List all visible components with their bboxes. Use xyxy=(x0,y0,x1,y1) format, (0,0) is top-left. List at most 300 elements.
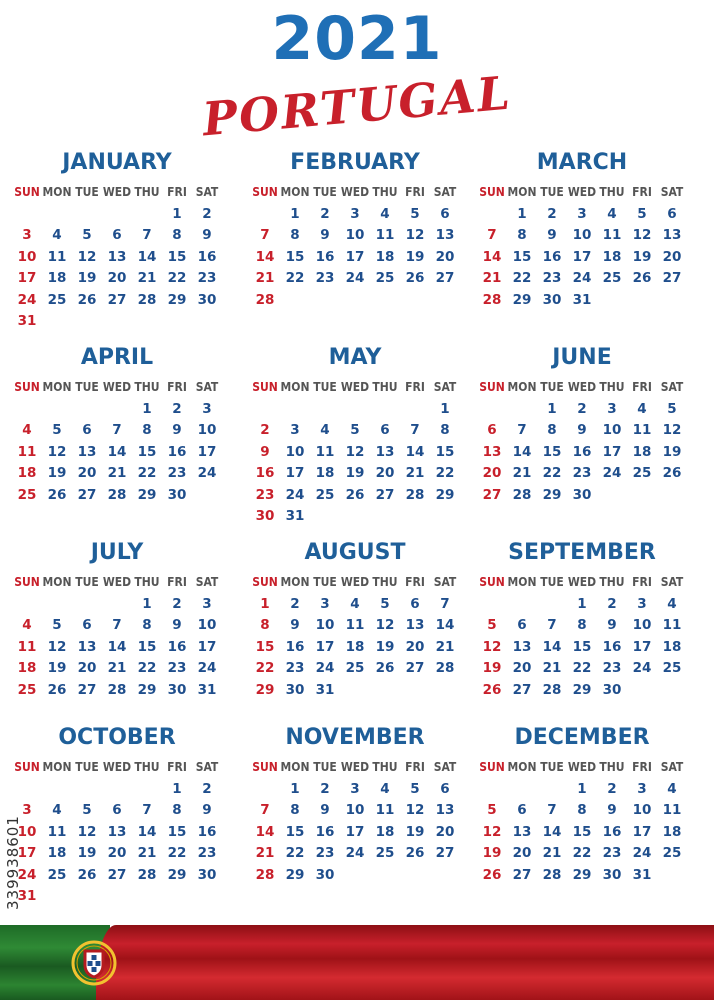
day-cell: 3 xyxy=(637,595,647,612)
day-cell: 7 xyxy=(112,422,122,438)
day-cell: 12 xyxy=(662,422,682,438)
day-cell: 7 xyxy=(517,422,527,438)
empty-cell xyxy=(477,399,507,421)
day-cell: 26 xyxy=(632,270,652,286)
day-cell: 24 xyxy=(572,270,592,286)
day-cell: 13 xyxy=(77,638,97,655)
day-cell: 18 xyxy=(47,845,67,861)
empty-cell xyxy=(42,779,72,801)
day-cell: 19 xyxy=(77,270,97,286)
day-cell: 24 xyxy=(197,660,217,676)
empty-cell xyxy=(370,399,400,421)
day-cell: 2 xyxy=(577,400,587,417)
day-cell: 26 xyxy=(482,866,502,883)
year-title: 2021 xyxy=(271,4,443,74)
day-cell: 25 xyxy=(47,866,67,883)
day-cell: 20 xyxy=(435,823,455,840)
day-cell: 20 xyxy=(435,248,455,265)
month-february xyxy=(250,150,460,311)
day-cell: 17 xyxy=(345,823,365,840)
day-cell: 3 xyxy=(202,595,212,612)
weekday-label: TUE xyxy=(540,380,564,394)
month-january xyxy=(12,150,222,333)
day-cell: 18 xyxy=(17,465,37,481)
day-cell: 5 xyxy=(82,802,92,818)
weekday-label: SUN xyxy=(479,575,505,589)
day-cell: 10 xyxy=(197,617,217,633)
day-cell: 10 xyxy=(197,422,217,438)
day-cell: 26 xyxy=(405,845,425,861)
day-cell: 27 xyxy=(77,681,97,698)
day-cell: 19 xyxy=(482,845,502,861)
day-cell: 26 xyxy=(47,486,67,503)
day-cell: 10 xyxy=(285,443,305,460)
day-cell: 23 xyxy=(602,845,622,861)
day-cell: 5 xyxy=(52,617,62,633)
weekday-label: FRI xyxy=(167,760,187,774)
day-cell: 4 xyxy=(637,400,647,417)
day-cell: 23 xyxy=(315,270,335,286)
day-cell: 27 xyxy=(405,660,425,676)
day-cell: 17 xyxy=(285,465,305,481)
day-cell: 19 xyxy=(405,823,425,840)
day-cell: 11 xyxy=(47,823,67,840)
day-cell: 12 xyxy=(47,638,67,655)
weekday-label: SUN xyxy=(252,185,278,199)
day-cell: 11 xyxy=(632,422,652,438)
day-cell: 13 xyxy=(662,227,682,243)
empty-cell xyxy=(507,399,537,421)
day-cell: 24 xyxy=(315,660,335,676)
weekday-label: SAT xyxy=(433,760,457,774)
day-cell: 9 xyxy=(547,227,557,243)
days-grid xyxy=(477,757,687,886)
day-cell: 16 xyxy=(167,638,187,655)
day-cell: 7 xyxy=(142,227,152,243)
day-cell: 9 xyxy=(290,617,300,633)
day-cell: 20 xyxy=(662,248,682,265)
day-cell: 18 xyxy=(315,465,335,481)
day-cell: 22 xyxy=(167,845,187,861)
day-cell: 23 xyxy=(542,270,562,286)
day-cell: 30 xyxy=(602,681,622,698)
day-cell: 2 xyxy=(172,595,182,612)
day-cell: 19 xyxy=(375,638,395,655)
day-cell: 22 xyxy=(572,845,592,861)
day-cell: 26 xyxy=(77,866,97,883)
day-cell: 18 xyxy=(662,823,682,840)
weekday-label: SUN xyxy=(14,185,40,199)
day-cell: 22 xyxy=(137,465,157,481)
day-cell: 27 xyxy=(512,681,532,698)
day-cell: 17 xyxy=(17,270,37,286)
day-cell: 11 xyxy=(662,802,682,818)
empty-cell xyxy=(537,594,567,616)
weekday-label: SUN xyxy=(479,760,505,774)
day-cell: 10 xyxy=(632,802,652,818)
weekday-label: TUE xyxy=(75,760,99,774)
weekday-label: THU xyxy=(372,575,398,589)
day-cell: 14 xyxy=(107,638,127,655)
day-cell: 15 xyxy=(572,638,592,655)
day-cell: 29 xyxy=(572,866,592,883)
day-cell: 4 xyxy=(380,205,390,222)
day-cell: 11 xyxy=(315,443,335,460)
weekday-label: WED xyxy=(567,380,597,394)
day-cell: 11 xyxy=(375,802,395,818)
day-cell: 8 xyxy=(260,617,270,633)
month-name: FEBRUARY xyxy=(290,150,420,175)
weekday-label: FRI xyxy=(167,185,187,199)
weekday-label: SAT xyxy=(195,185,219,199)
weekday-label: FRI xyxy=(405,760,425,774)
day-cell: 3 xyxy=(607,400,617,417)
day-cell: 30 xyxy=(197,866,217,883)
day-cell: 16 xyxy=(315,248,335,265)
day-cell: 24 xyxy=(17,291,37,308)
empty-cell xyxy=(102,204,132,226)
day-cell: 15 xyxy=(512,248,532,265)
day-cell: 27 xyxy=(375,486,395,503)
day-cell: 24 xyxy=(17,866,37,883)
day-cell: 16 xyxy=(255,465,275,481)
month-name: JANUARY xyxy=(62,150,172,175)
days-grid xyxy=(12,182,222,333)
day-cell: 18 xyxy=(375,248,395,265)
day-cell: 31 xyxy=(17,888,37,904)
day-cell: 11 xyxy=(602,227,622,243)
empty-cell xyxy=(72,779,102,801)
day-cell: 4 xyxy=(350,595,360,612)
weekday-label: SUN xyxy=(252,380,278,394)
empty-cell xyxy=(132,204,162,226)
weekday-label: SUN xyxy=(252,760,278,774)
weekday-label: TUE xyxy=(313,185,337,199)
day-cell: 21 xyxy=(542,845,562,861)
day-cell: 10 xyxy=(345,227,365,243)
weekday-label: WED xyxy=(340,380,370,394)
day-cell: 10 xyxy=(602,422,622,438)
day-cell: 1 xyxy=(547,400,557,417)
day-cell: 23 xyxy=(255,486,275,503)
day-cell: 21 xyxy=(512,465,532,481)
weekday-label: FRI xyxy=(405,380,425,394)
day-cell: 21 xyxy=(137,270,157,286)
month-name: AUGUST xyxy=(304,540,406,565)
month-name: MARCH xyxy=(536,150,628,175)
day-cell: 14 xyxy=(107,443,127,460)
day-cell: 19 xyxy=(482,660,502,676)
day-cell: 28 xyxy=(512,486,532,503)
day-cell: 19 xyxy=(405,248,425,265)
day-cell: 10 xyxy=(632,617,652,633)
empty-cell xyxy=(507,779,537,801)
month-name: DECEMBER xyxy=(514,725,650,750)
day-cell: 25 xyxy=(602,270,622,286)
weekday-label: WED xyxy=(567,760,597,774)
day-cell: 23 xyxy=(572,465,592,481)
day-cell: 16 xyxy=(315,823,335,840)
day-cell: 25 xyxy=(662,660,682,676)
empty-cell xyxy=(42,594,72,616)
day-cell: 17 xyxy=(315,638,335,655)
day-cell: 7 xyxy=(547,802,557,818)
day-cell: 1 xyxy=(172,205,182,222)
day-cell: 24 xyxy=(602,465,622,481)
days-grid xyxy=(477,572,687,701)
day-cell: 9 xyxy=(577,422,587,438)
weekday-label: MON xyxy=(280,380,310,394)
day-cell: 22 xyxy=(285,845,305,861)
day-cell: 8 xyxy=(440,422,450,438)
day-cell: 4 xyxy=(320,422,330,438)
weekday-label: SAT xyxy=(660,575,684,589)
day-cell: 13 xyxy=(512,823,532,840)
day-cell: 16 xyxy=(542,248,562,265)
day-cell: 25 xyxy=(315,486,335,503)
day-cell: 2 xyxy=(320,205,330,222)
day-cell: 10 xyxy=(315,617,335,633)
day-cell: 24 xyxy=(345,270,365,286)
weekday-label: SAT xyxy=(433,380,457,394)
month-october xyxy=(12,725,222,908)
day-cell: 9 xyxy=(172,422,182,438)
day-cell: 3 xyxy=(350,780,360,797)
day-cell: 23 xyxy=(602,660,622,676)
month-june xyxy=(477,345,687,506)
day-cell: 21 xyxy=(107,465,127,481)
days-grid xyxy=(12,757,222,908)
day-cell: 7 xyxy=(112,617,122,633)
day-cell: 20 xyxy=(375,465,395,481)
day-cell: 24 xyxy=(285,486,305,503)
day-cell: 1 xyxy=(577,595,587,612)
day-cell: 4 xyxy=(607,205,617,222)
weekday-label: THU xyxy=(599,575,625,589)
day-cell: 6 xyxy=(380,422,390,438)
day-cell: 5 xyxy=(350,422,360,438)
day-cell: 11 xyxy=(17,638,37,655)
day-cell: 6 xyxy=(410,595,420,612)
day-cell: 26 xyxy=(405,270,425,286)
day-cell: 9 xyxy=(607,802,617,818)
day-cell: 17 xyxy=(572,248,592,265)
day-cell: 13 xyxy=(77,443,97,460)
empty-cell xyxy=(400,399,430,421)
day-cell: 29 xyxy=(137,681,157,698)
day-cell: 17 xyxy=(197,638,217,655)
weekday-label: TUE xyxy=(75,575,99,589)
weekday-label: SUN xyxy=(479,380,505,394)
day-cell: 14 xyxy=(255,248,275,265)
day-cell: 17 xyxy=(345,248,365,265)
weekday-label: SAT xyxy=(660,380,684,394)
day-cell: 29 xyxy=(167,291,187,308)
month-april xyxy=(12,345,222,506)
day-cell: 3 xyxy=(320,595,330,612)
day-cell: 27 xyxy=(512,866,532,883)
day-cell: 4 xyxy=(52,802,62,818)
day-cell: 28 xyxy=(435,660,455,676)
weekday-label: MON xyxy=(507,760,537,774)
day-cell: 1 xyxy=(142,595,152,612)
day-cell: 5 xyxy=(487,802,497,818)
day-cell: 8 xyxy=(547,422,557,438)
day-cell: 10 xyxy=(17,823,37,840)
month-name: SEPTEMBER xyxy=(508,540,656,565)
day-cell: 28 xyxy=(107,681,127,698)
month-name: MAY xyxy=(328,345,382,370)
weekday-label: SUN xyxy=(14,380,40,394)
day-cell: 14 xyxy=(435,617,455,633)
day-cell: 29 xyxy=(435,486,455,503)
day-cell: 28 xyxy=(542,866,562,883)
weekday-label: THU xyxy=(599,760,625,774)
month-september xyxy=(477,540,687,701)
day-cell: 21 xyxy=(435,638,455,655)
day-cell: 22 xyxy=(255,660,275,676)
day-cell: 15 xyxy=(542,443,562,460)
days-grid xyxy=(12,377,222,506)
weekday-label: FRI xyxy=(167,575,187,589)
day-cell: 16 xyxy=(197,823,217,840)
weekday-label: SAT xyxy=(195,760,219,774)
empty-cell xyxy=(132,779,162,801)
weekday-label: WED xyxy=(102,380,132,394)
empty-cell xyxy=(72,399,102,421)
day-cell: 25 xyxy=(375,270,395,286)
month-july xyxy=(12,540,222,701)
month-name: JULY xyxy=(90,540,144,565)
day-cell: 30 xyxy=(285,681,305,698)
weekday-label: FRI xyxy=(632,380,652,394)
day-cell: 14 xyxy=(255,823,275,840)
day-cell: 29 xyxy=(542,486,562,503)
day-cell: 6 xyxy=(82,617,92,633)
day-cell: 5 xyxy=(637,205,647,222)
day-cell: 19 xyxy=(632,248,652,265)
day-cell: 9 xyxy=(172,617,182,633)
day-cell: 14 xyxy=(137,248,157,265)
weekday-label: SUN xyxy=(252,575,278,589)
empty-cell xyxy=(477,594,507,616)
day-cell: 30 xyxy=(167,486,187,503)
day-cell: 12 xyxy=(77,248,97,265)
day-cell: 17 xyxy=(602,443,622,460)
day-cell: 15 xyxy=(137,443,157,460)
day-cell: 10 xyxy=(572,227,592,243)
day-cell: 24 xyxy=(632,660,652,676)
day-cell: 5 xyxy=(487,617,497,633)
day-cell: 2 xyxy=(290,595,300,612)
day-cell: 3 xyxy=(22,802,32,818)
day-cell: 6 xyxy=(517,802,527,818)
day-cell: 22 xyxy=(137,660,157,676)
empty-cell xyxy=(340,399,370,421)
day-cell: 18 xyxy=(345,638,365,655)
day-cell: 7 xyxy=(547,617,557,633)
weekday-label: TUE xyxy=(540,185,564,199)
day-cell: 25 xyxy=(662,845,682,861)
weekday-label: TUE xyxy=(313,380,337,394)
day-cell: 23 xyxy=(197,270,217,286)
day-cell: 9 xyxy=(320,227,330,243)
day-cell: 17 xyxy=(632,638,652,655)
day-cell: 26 xyxy=(47,681,67,698)
weekday-label: WED xyxy=(102,185,132,199)
weekday-label: WED xyxy=(567,185,597,199)
weekday-label: WED xyxy=(567,575,597,589)
day-cell: 17 xyxy=(197,443,217,460)
day-cell: 30 xyxy=(255,508,275,524)
day-cell: 22 xyxy=(542,465,562,481)
day-cell: 18 xyxy=(47,270,67,286)
day-cell: 5 xyxy=(410,205,420,222)
day-cell: 22 xyxy=(285,270,305,286)
day-cell: 1 xyxy=(290,205,300,222)
day-cell: 9 xyxy=(260,443,270,460)
day-cell: 12 xyxy=(632,227,652,243)
portugal-flag-banner xyxy=(0,925,714,1000)
day-cell: 7 xyxy=(410,422,420,438)
day-cell: 11 xyxy=(47,248,67,265)
day-cell: 18 xyxy=(632,443,652,460)
day-cell: 7 xyxy=(487,227,497,243)
day-cell: 15 xyxy=(255,638,275,655)
day-cell: 13 xyxy=(512,638,532,655)
day-cell: 27 xyxy=(107,866,127,883)
empty-cell xyxy=(102,399,132,421)
weekday-label: MON xyxy=(42,185,72,199)
day-cell: 17 xyxy=(17,845,37,861)
days-grid xyxy=(477,377,687,506)
weekday-label: THU xyxy=(134,575,160,589)
day-cell: 12 xyxy=(77,823,97,840)
day-cell: 16 xyxy=(167,443,187,460)
weekday-label: SUN xyxy=(14,575,40,589)
day-cell: 22 xyxy=(167,270,187,286)
day-cell: 27 xyxy=(435,270,455,286)
month-name: NOVEMBER xyxy=(285,725,425,750)
day-cell: 6 xyxy=(82,422,92,438)
day-cell: 25 xyxy=(375,845,395,861)
day-cell: 12 xyxy=(482,638,502,655)
day-cell: 30 xyxy=(602,866,622,883)
day-cell: 10 xyxy=(17,248,37,265)
day-cell: 20 xyxy=(107,845,127,861)
day-cell: 8 xyxy=(172,227,182,243)
day-cell: 12 xyxy=(482,823,502,840)
day-cell: 4 xyxy=(667,780,677,797)
day-cell: 8 xyxy=(172,802,182,818)
day-cell: 13 xyxy=(435,227,455,243)
day-cell: 27 xyxy=(107,291,127,308)
day-cell: 2 xyxy=(320,780,330,797)
empty-cell xyxy=(250,779,280,801)
day-cell: 14 xyxy=(542,638,562,655)
month-name: APRIL xyxy=(80,345,154,370)
day-cell: 19 xyxy=(77,845,97,861)
weekday-label: FRI xyxy=(632,760,652,774)
day-cell: 2 xyxy=(607,780,617,797)
month-august xyxy=(250,540,460,701)
day-cell: 18 xyxy=(17,660,37,676)
day-cell: 29 xyxy=(137,486,157,503)
day-cell: 23 xyxy=(315,845,335,861)
day-cell: 4 xyxy=(22,617,32,633)
day-cell: 31 xyxy=(315,681,335,698)
day-cell: 15 xyxy=(167,248,187,265)
